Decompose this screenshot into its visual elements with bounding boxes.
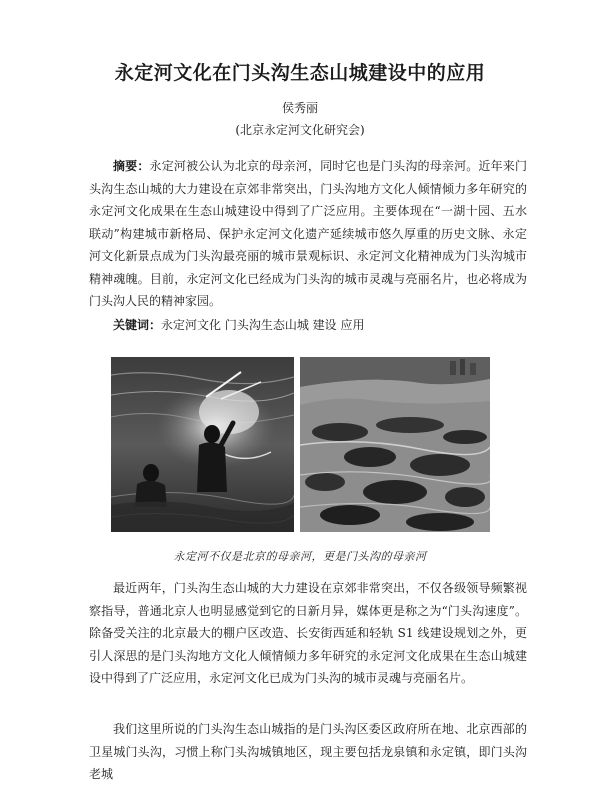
author-name: 侯秀丽 [281, 101, 318, 115]
keywords [113, 316, 364, 333]
abstract-text: 永定河被公认为北京的母亲河，同时它也是门头沟的母亲河。近年来门头沟生态山城的大力建设在京郊非常突出，门头沟地方文化人倾情倾力多年研究的永定河文化成果在生态山城建设中得到了广泛应用。主要体现在“一湖十园、五水联动”构建城市新格局、保护永定河文化遗产延续城市悠久厚重的历史文脉、永定河文化新景点成为门头沟最亮丽的城市景观标识、永定河文化精神成为门头沟城市精神魂魄。目前，永定河文化已经成为门头沟的城市灵魂与亮丽名片，也必将成为门头沟人民的精神家园。 [89, 159, 527, 308]
body-paragraph-1: 最近两年，门头沟生态山城的大力建设在京郊非常突出，不仅各级领导频繁视察指导，普通北京人也明显感觉到它的日新月异，媒体更是称之为“门头沟速度”。除备受关注的北京最大的棚户区改造、长安街西延和轻轨 S1 线建设规划之外，更引人深思的是门头沟地方文化人倾情倾力多年研究的永定河文化成果在生态山城建设中得到了广泛应用，永定河文化已成为门头沟的城市灵魂与亮丽名片。 [89, 581, 527, 685]
figure-caption: 永定河不仅是北京的母亲河，更是门头沟的母亲河 [173, 550, 427, 563]
keywords-text: 永定河文化 门头沟生态山城 建设 应用 [161, 318, 365, 332]
author-affiliation: (北京永定河文化研究会) [235, 123, 365, 137]
body-paragraph-2: 我们这里所说的门头沟生态山城指的是门头沟区委区政府所在地、北京西部的卫星城门头沟，习惯上称门头沟城镇地区，现主要包括龙泉镇和永定镇，即门头沟老城 [89, 722, 527, 781]
abstract [89, 155, 527, 313]
photo-river-bathers [111, 357, 294, 532]
abstract-label: 摘要： [113, 159, 150, 173]
photo-river-aerial [300, 357, 490, 532]
paper-title: 永定河文化在门头沟生态山城建设中的应用 [114, 62, 486, 84]
keywords-label: 关键词： [113, 318, 162, 332]
